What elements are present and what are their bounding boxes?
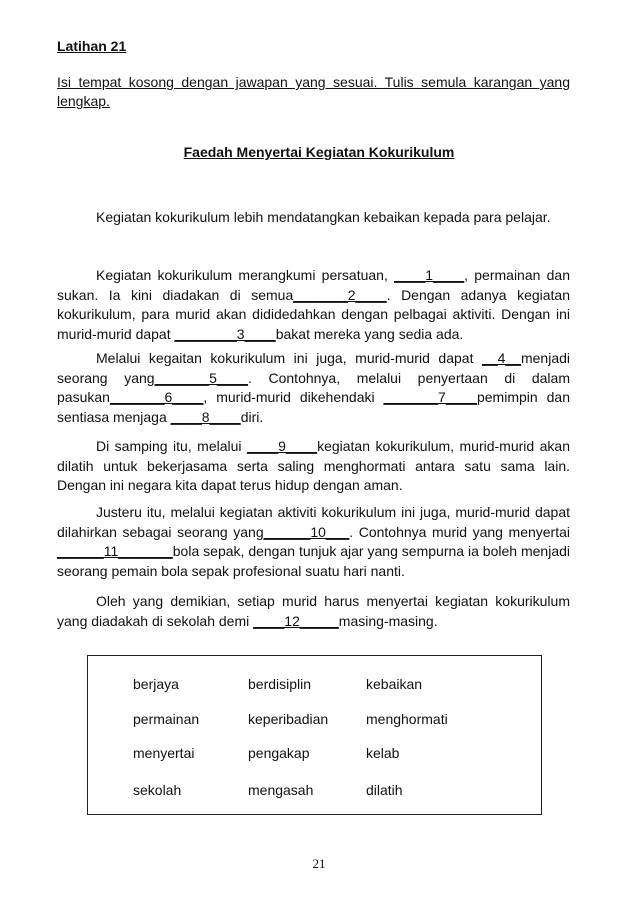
word-bank-item: dilatih [366, 782, 403, 798]
paragraph-text: , murid-murid dikehendaki [203, 389, 384, 405]
paragraph-text: Melalui kegaitan kokurikulum ini juga, murid-murid dapat [96, 350, 483, 366]
blank-1: ____1____ [394, 267, 465, 283]
page-number: 21 [312, 856, 326, 871]
paragraph-2 [57, 266, 570, 344]
word-bank-item: menyertai [133, 745, 195, 761]
paragraph-1 [57, 208, 570, 228]
paragraph-3 [57, 349, 570, 427]
blank-8: ____8____ [170, 408, 241, 425]
blank-6: _______6____ [109, 389, 204, 405]
word-bank-item: berdisiplin [248, 676, 312, 692]
word-bank-item: kebaikan [366, 676, 423, 692]
blank-5: _______5____ [154, 369, 248, 386]
word-bank-item: berjaya [133, 676, 179, 692]
paragraph-text: Oleh yang demikian, setiap murid harus menyertai kegiatan kokurikulum yang diadakah di sekolah demi [57, 593, 570, 629]
blank-11: ______11_______ [57, 543, 173, 559]
word-bank-item: pengakap [248, 745, 310, 761]
paragraph-text: Kegiatan kokurikulum lebih mendatangkan kebaikan kepada para pelajar. [96, 209, 551, 225]
paragraph-text: Kegiatan kokurikulum merangkumi persatuan, [96, 267, 395, 283]
paragraph-text: . Contohnya, melalui penyertaan di dalam pasukan [57, 369, 570, 405]
blank-9: ____9____ [247, 438, 318, 454]
paragraph-text: kegiatan kokurikulum, murid-murid akan dilatih untuk bekerjasama serta saling menghormati antara satu sama lain. Dengan ini negara kita dapat terus hidup dengan aman. [57, 438, 570, 493]
paragraph-5 [57, 503, 570, 581]
paragraph-text: menjadi seorang yang [57, 350, 570, 386]
word-bank-item: mengasah [248, 782, 314, 798]
paragraph-text: diri. [240, 408, 264, 425]
blank-7: _______7____ [383, 389, 477, 405]
word-bank-item: kelab [366, 745, 400, 761]
word-bank-item: permainan [133, 711, 200, 727]
paragraph-text: , permainan dan sukan. Ia kini diadakan di semua [57, 267, 570, 303]
paragraph-6 [57, 592, 570, 631]
blank-2: _______2____ [293, 286, 387, 303]
paragraph-text: Di samping itu, melalui [96, 438, 247, 454]
paragraph-text: bola sepak, dengan tunjuk ajar yang sempurna ia boleh menjadi seorang pemain bola sepak profesional suatu hari nanti. [57, 543, 570, 579]
exercise-heading: Latihan 21 [57, 38, 127, 54]
paragraph-text: bakat mereka yang sedia ada. [275, 325, 464, 342]
essay-title: Faedah Menyertai Kegiatan Kokurikulum [183, 144, 455, 160]
paragraph-4 [57, 437, 570, 496]
instruction-text: Isi tempat kosong dengan jawapan yang sesuai. Tulis semula karangan yang lengkap. [57, 74, 570, 109]
paragraph-text: . Contohnya murid yang menyertai [349, 523, 570, 540]
word-bank-item: menghormati [366, 711, 448, 727]
blank-10: ______10___ [263, 523, 350, 540]
paragraph-text: pemimpin dan sentiasa menjaga [57, 389, 570, 425]
word-bank-box [87, 655, 542, 815]
paragraph-text: . Dengan adanya kegiatan kokurikulum, para murid akan dididedahkan dengan pelbagai aktiviti. Dengan ini murid-murid dapat [57, 286, 570, 342]
word-bank-item: sekolah [133, 782, 182, 798]
word-bank-item: keperibadian [248, 711, 329, 727]
paragraph-text: Justeru itu, melalui kegiatan aktiviti kokurikulum ini juga, murid-murid dapat dilahirkan sebagai seorang yang [57, 504, 570, 540]
blank-4: __4__ [482, 350, 521, 366]
paragraph-text: masing-masing. [338, 612, 438, 629]
blank-3: ________3____ [174, 325, 276, 342]
blank-12: ____12_____ [253, 612, 339, 629]
